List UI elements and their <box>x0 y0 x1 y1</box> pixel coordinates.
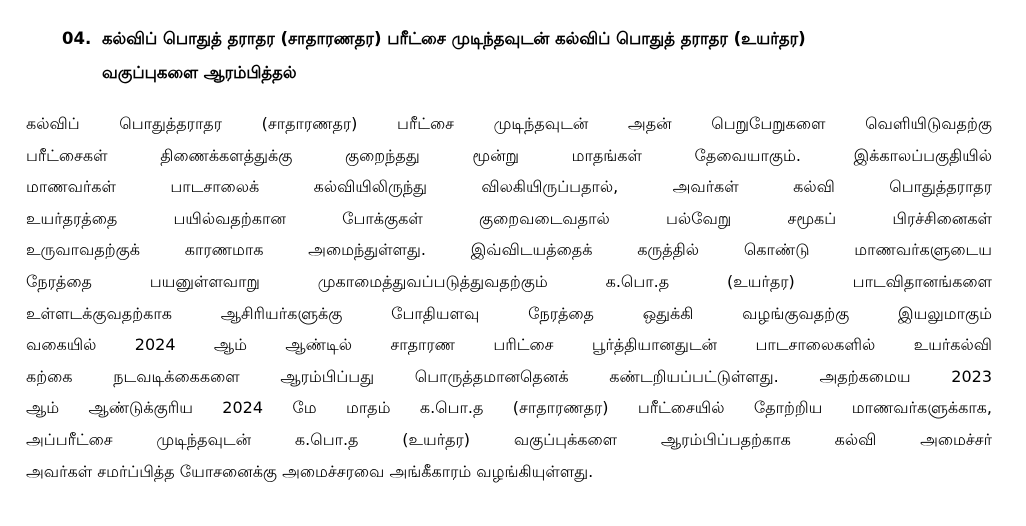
paragraph-line: உயர்தரத்தை பயில்வதற்கான போக்குகள் குறைவடைவதால் பல்வேறு சமூகப் பிரச்சினைகள் <box>26 208 992 228</box>
heading-line-2: வகுப்புகளை ஆரம்பித்தல் <box>102 63 297 82</box>
paragraph-line: உள்ளடக்குவதற்காக ஆசிரியர்களுக்கு போதியளவு நேரத்தை ஒதுக்கி வழங்குவதற்கு இயலுமாகும் <box>26 303 992 323</box>
paragraph-line: நேரத்தை பயனுள்ளவாறு முகாமைத்துவப்படுத்துவதற்கும் க.பொ.த (உயர்தர) பாடவிதானங்களை <box>26 271 992 291</box>
paragraph-line: மாணவர்கள் பாடசாலைக் கல்வியிலிருந்து விலகியிருப்பதால், அவர்கள் கல்வி பொதுத்தராதர <box>26 177 992 197</box>
heading-number: 04. <box>62 29 92 48</box>
paragraph-line: கற்கை நடவடிக்கைகளை ஆரம்பிப்பது பொருத்தமானதெனக் கண்டறியப்பட்டுள்ளது. அதற்கமைய 2023 <box>26 366 992 386</box>
heading-title-part-1: கல்விப் பொதுத் தராதர (சாதாரணதர) பரீட்சை முடிந்தவுடன் கல்விப் பொதுத் தராதர (உயர்தர) <box>102 29 806 48</box>
section-heading <box>62 22 997 90</box>
heading-line-1 <box>62 22 997 56</box>
paragraph-line: உருவாவதற்குக் காரணமாக அமைந்துள்ளது. இவ்விடயத்தைக் கருத்தில் கொண்டு மாணவர்களுடைய <box>26 240 992 260</box>
paragraph-line: அவர்கள் சமர்ப்பித்த யோசனைக்கு அமைச்சரவை அங்கீகாரம் வழங்கியுள்ளது. <box>26 461 594 481</box>
paragraph-line: கல்விப் பொதுத்தராதர (சாதாரணதர) பரீட்சை முடிந்தவுடன் அதன் பெறுபேறுகளை வெளியிடுவதற்கு <box>26 114 992 133</box>
body-paragraph <box>26 108 992 487</box>
paragraph-line: அப்பரீட்சை முடிந்தவுடன் க.பொ.த (உயர்தர) வகுப்புக்களை ஆரம்பிப்பதற்காக கல்வி அமைச்சர் <box>26 429 992 449</box>
paragraph-line: பரீட்சைகள் திணைக்களத்துக்கு குறைந்தது மூன்று மாதங்கள் தேவையாகும். இக்காலப்பகுதியில் <box>26 145 992 165</box>
paragraph-line: வகையில் 2024 ஆம் ஆண்டில் சாதாரண பரிட்சை பூர்த்தியானதுடன் பாடசாலைகளில் உயர்கல்வி <box>26 335 992 355</box>
paragraph-line: ஆம் ஆண்டுக்குரிய 2024 மே மாதம் க.பொ.த (சாதாரணதர) பரீட்சையில் தோற்றிய மாணவர்களுக்காக, <box>26 398 992 418</box>
